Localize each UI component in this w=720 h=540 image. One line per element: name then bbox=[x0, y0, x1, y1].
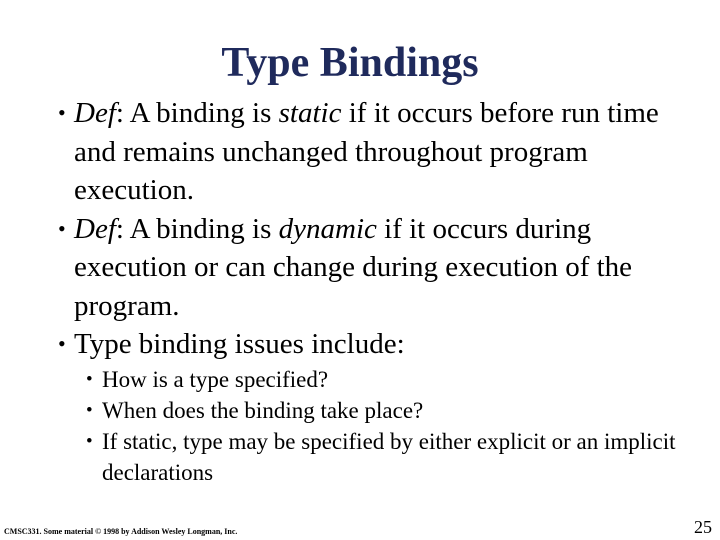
bullet-text: : A binding is bbox=[115, 212, 279, 245]
bullet-type-binding-issues bbox=[58, 325, 678, 364]
bullet-static-definition bbox=[58, 94, 678, 210]
bullet-dot-icon: • bbox=[58, 331, 66, 356]
sub-bullet-text: If static, type may be specified by either explicit or an implicit declarations bbox=[102, 429, 676, 485]
sub-bullet-item bbox=[86, 395, 686, 426]
bullet-list bbox=[58, 94, 678, 364]
bullet-dot-icon: • bbox=[86, 369, 93, 390]
slide-footer: CMSC331. Some material © 1998 by Addison Wesley Longman, Inc. bbox=[4, 527, 238, 536]
emphasis-term: dynamic bbox=[278, 212, 377, 245]
sub-bullet-text: How is a type specified? bbox=[102, 367, 329, 392]
bullet-dot-icon: • bbox=[86, 400, 93, 421]
sub-bullet-text: When does the binding take place? bbox=[102, 398, 424, 423]
def-label: Def bbox=[74, 97, 116, 129]
slide-title: Type Bindings bbox=[221, 40, 479, 87]
bullet-dot-icon: • bbox=[58, 100, 66, 125]
bullet-dot-icon: • bbox=[58, 215, 66, 241]
sub-bullet-list bbox=[86, 364, 686, 488]
page-number: 25 bbox=[694, 517, 712, 537]
emphasis-term: static bbox=[278, 97, 342, 129]
sub-bullet-item bbox=[86, 364, 686, 395]
sub-bullet-item bbox=[86, 426, 686, 488]
bullet-text: if it occurs before run time and remains unchanged throughout program execution. bbox=[74, 97, 659, 206]
bullet-text: : A binding is bbox=[115, 97, 279, 129]
def-label: Def bbox=[74, 212, 116, 245]
bullet-text: Type binding issues include: bbox=[74, 328, 405, 360]
bullet-dynamic-definition bbox=[58, 210, 678, 326]
bullet-dot-icon: • bbox=[86, 431, 93, 452]
bullet-text: if it occurs during execution or can change during execution of the program. bbox=[74, 212, 633, 322]
